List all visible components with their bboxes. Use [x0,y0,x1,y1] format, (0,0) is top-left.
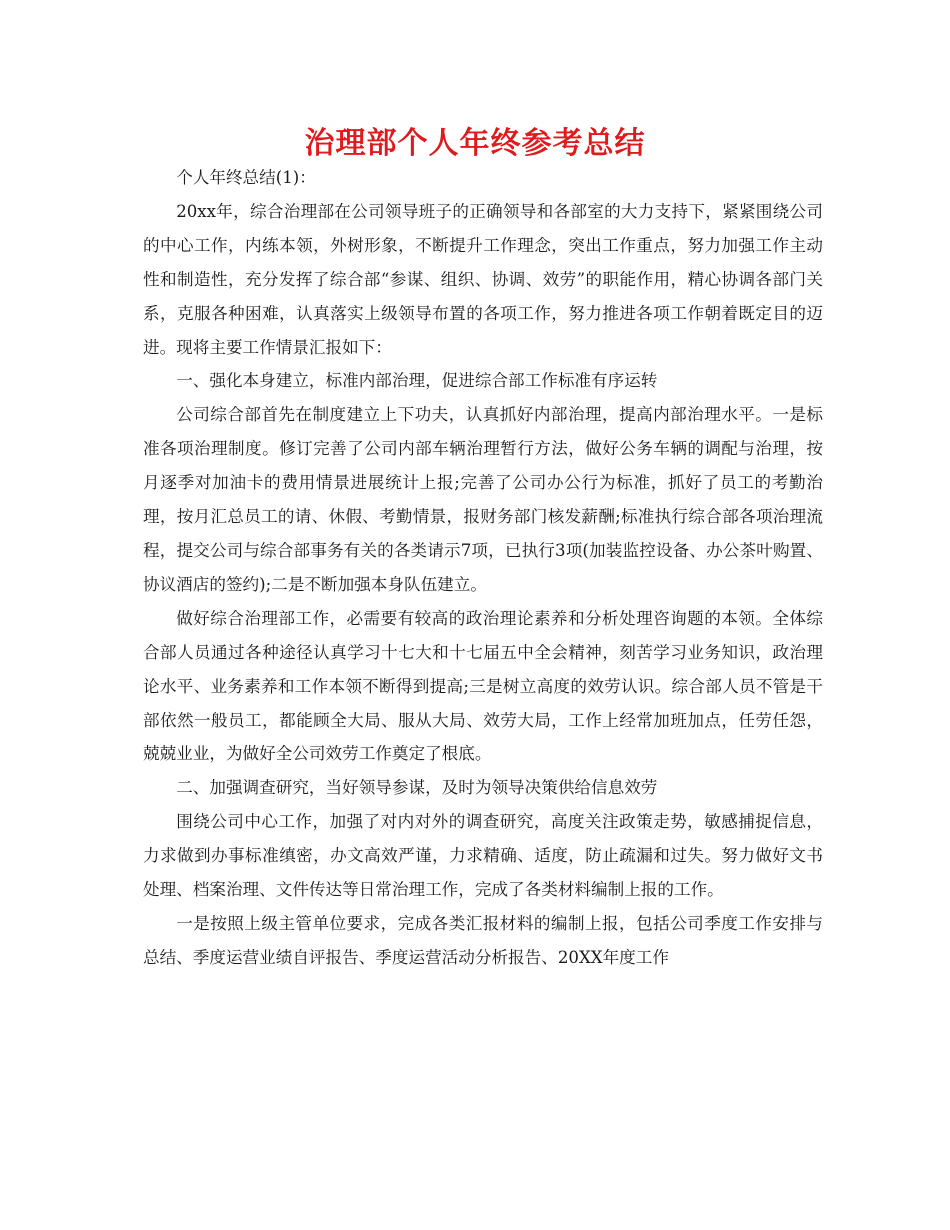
document-title: 治理部个人年终参考总结 [304,126,646,161]
section-heading: 二、加强调查研究，当好领导参谋，及时为领导决策供给信息效劳 [176,778,658,798]
paragraph: 公司综合部首先在制度建立上下功夫，认真抓好内部治理，提高内部治理水平。一是标准各项治理制度。修订完善了公司内部车辆治理暂行方法，做好公务车辆的调配与治理，按月逐季对加油卡的费用情景进展统计上报;完善了公司办公行为标准，抓好了员工的考勤治理，按月汇总员工的请、休假、考勤情景，报财务部门核发薪酬;标准执行综合部各项治理流程，提交公司与综合部事务有关的各类请示7项，已执行3项(加装监控设备、办公茶叶购置、协议酒店的签约);二是不断加强本身队伍建立。 [143,405,823,594]
document-body [143,161,823,975]
paragraph: 20xx年，综合治理部在公司领导班子的正确领导和各部室的大力支持下，紧紧围绕公司的中心工作，内练本领，外树形象，不断提升工作理念，突出工作重点，努力加强工作主动性和制造性，充分发挥了综合部“参谋、组织、协调、效劳”的职能作用，精心协调各部门关系，克服各种困难，认真落实上级领导布置的各项工作，努力推进各项工作朝着既定目的迈进。现将主要工作情景汇报如下： [143,201,823,357]
paragraph: 做好综合治理部工作，必需要有较高的政治理论素养和分析处理咨询题的本领。全体综合部人员通过各种途径认真学习十七大和十七届五中全会精神，刻苦学习业务知识，政治理论水平、业务素养和工作本领不断得到提高;三是树立高度的效劳认识。综合部人员不管是干部依然一般员工，都能顾全大局、服从大局、效劳大局，工作上经常加班加点，任劳任怨，兢兢业业，为做好全公司效劳工作奠定了根底。 [143,608,823,764]
paragraph: 个人年终总结(1)： [176,168,316,187]
paragraph: 一是按照上级主管单位要求，完成各类汇报材料的编制上报，包括公司季度工作安排与总结、季度运营业绩自评报告、季度运营活动分析报告、20XX年度工作 [143,913,823,967]
paragraph: 围绕公司中心工作，加强了对内对外的调查研究，高度关注政策走势，敏感捕捉信息，力求做到办事标准缜密，办文高效严谨，力求精确、适度，防止疏漏和过失。努力做好文书处理、档案治理、文件传达等日常治理工作，完成了各类材料编制上报的工作。 [143,812,823,900]
section-heading: 一、强化本身建立，标准内部治理，促进综合部工作标准有序运转 [176,371,658,391]
